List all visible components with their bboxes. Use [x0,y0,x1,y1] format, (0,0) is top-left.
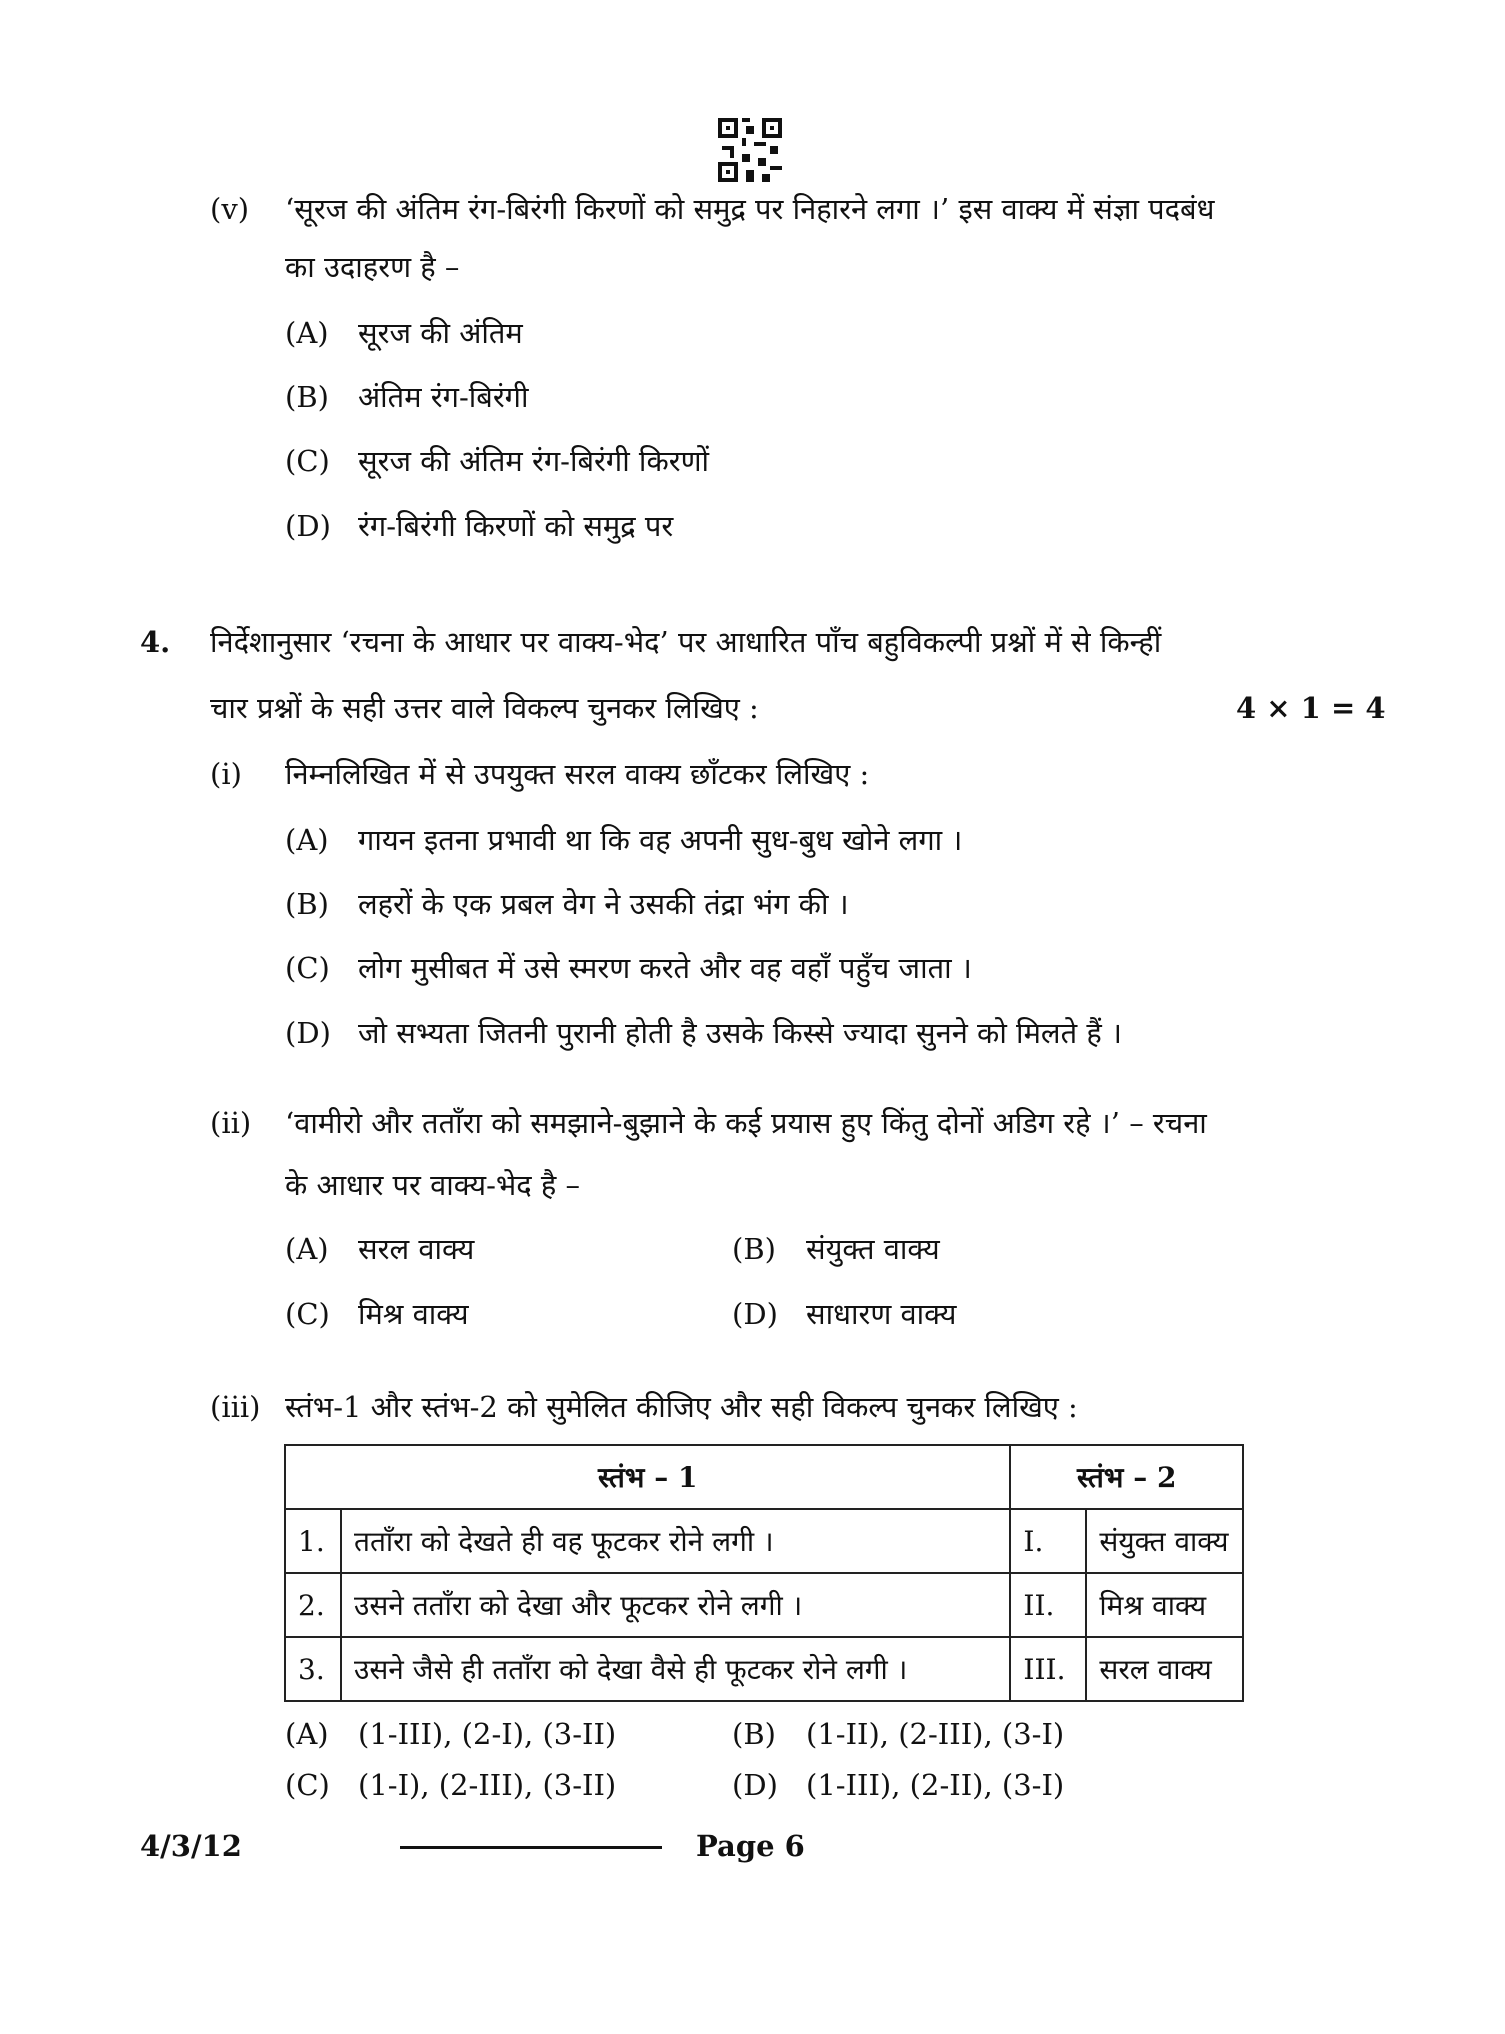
option-text: अंतिम रंग-बिरंगी [358,380,529,414]
row-number: 3. [285,1637,341,1701]
option-text: (1-II), (2-III), (3-I) [806,1717,1065,1751]
option-text: साधारण वाक्य [806,1297,957,1331]
table-header-row [285,1445,1243,1509]
column-header: स्तंभ – 2 [1010,1445,1243,1509]
table-row [285,1573,1243,1637]
row-roman: II. [1010,1573,1086,1637]
question-text: निर्देशानुसार ‘रचना के आधार पर वाक्य-भेद’ पर आधारित पाँच बहुविकल्पी प्रश्नों में से किन्हीं [210,625,1162,659]
match-table [284,1444,1244,1702]
option-text: सूरज की अंतिम [358,316,523,350]
qr-code-icon [718,118,782,182]
option-label: (B) [732,1717,776,1751]
option-text: (1-III), (2-I), (3-II) [358,1717,617,1751]
row-number: 2. [285,1573,341,1637]
question-text: ‘वामीरो और तताँरा को समझाने-बुझाने के कई प्रयास हुए किंतु दोनों अडिग रहे ।’ – रचना [285,1106,1207,1140]
option-text: गायन इतना प्रभावी था कि वह अपनी सुध-बुध खोने लगा । [358,823,963,857]
question-text: के आधार पर वाक्य-भेद है – [285,1168,580,1202]
marks-label: 4 × 1 = 4 [1236,691,1386,725]
footer-divider [400,1846,662,1849]
row-type: मिश्र वाक्य [1086,1573,1243,1637]
option-text: (1-I), (2-III), (3-II) [358,1768,617,1802]
option-text: लहरों के एक प्रबल वेग ने उसकी तंद्रा भंग की । [358,887,849,921]
row-roman: I. [1010,1509,1086,1573]
option-label: (C) [285,951,330,985]
option-label: (A) [285,316,329,350]
row-sentence: उसने तताँरा को देखा और फूटकर रोने लगी । [341,1573,1010,1637]
paper-code: 4/3/12 [140,1829,242,1863]
question-number: 4. [140,625,171,659]
option-label: (A) [285,823,329,857]
option-label: (A) [285,1717,329,1751]
table-row [285,1637,1243,1701]
row-sentence: तताँरा को देखते ही वह फूटकर रोने लगी । [341,1509,1010,1573]
question-number: (i) [210,757,242,791]
option-label: (C) [285,444,330,478]
option-label: (D) [285,509,331,543]
page-number: Page 6 [696,1829,805,1863]
row-roman: III. [1010,1637,1086,1701]
row-sentence: उसने जैसे ही तताँरा को देखा वैसे ही फूटकर रोने लगी । [341,1637,1010,1701]
option-text: मिश्र वाक्य [358,1297,469,1331]
option-text: जो सभ्यता जितनी पुरानी होती है उसके किस्से ज्यादा सुनने को मिलते हैं । [358,1016,1122,1050]
row-number: 1. [285,1509,341,1573]
option-label: (B) [285,380,329,414]
option-text: लोग मुसीबत में उसे स्मरण करते और वह वहाँ पहुँच जाता । [358,951,972,985]
option-text: रंग-बिरंगी किरणों को समुद्र पर [358,509,674,543]
option-label: (D) [732,1297,778,1331]
option-label: (C) [285,1768,330,1802]
question-number: (ii) [210,1106,252,1140]
option-text: सरल वाक्य [358,1232,475,1266]
table-row [285,1509,1243,1573]
option-label: (B) [732,1232,776,1266]
option-label: (D) [285,1016,331,1050]
row-type: संयुक्त वाक्य [1086,1509,1243,1573]
question-number: (iii) [210,1390,261,1424]
option-text: संयुक्त वाक्य [806,1232,940,1266]
question-text: का उदाहरण है – [285,250,460,284]
option-text: (1-III), (2-II), (3-I) [806,1768,1065,1802]
option-label: (B) [285,887,329,921]
question-text: स्तंभ-1 और स्तंभ-2 को सुमेलित कीजिए और सही विकल्प चुनकर लिखिए : [285,1390,1078,1424]
question-number: (v) [210,192,250,226]
option-label: (C) [285,1297,330,1331]
option-label: (A) [285,1232,329,1266]
row-type: सरल वाक्य [1086,1637,1243,1701]
column-header: स्तंभ – 1 [285,1445,1010,1509]
question-text: चार प्रश्नों के सही उत्तर वाले विकल्प चुनकर लिखिए : [210,691,759,725]
question-text: ‘सूरज की अंतिम रंग-बिरंगी किरणों को समुद्र पर निहारने लगा ।’ इस वाक्य में संज्ञा पदबंध [285,192,1215,226]
option-label: (D) [732,1768,778,1802]
question-text: निम्नलिखित में से उपयुक्त सरल वाक्य छाँटकर लिखिए : [285,757,870,791]
option-text: सूरज की अंतिम रंग-बिरंगी किरणों [358,444,710,478]
